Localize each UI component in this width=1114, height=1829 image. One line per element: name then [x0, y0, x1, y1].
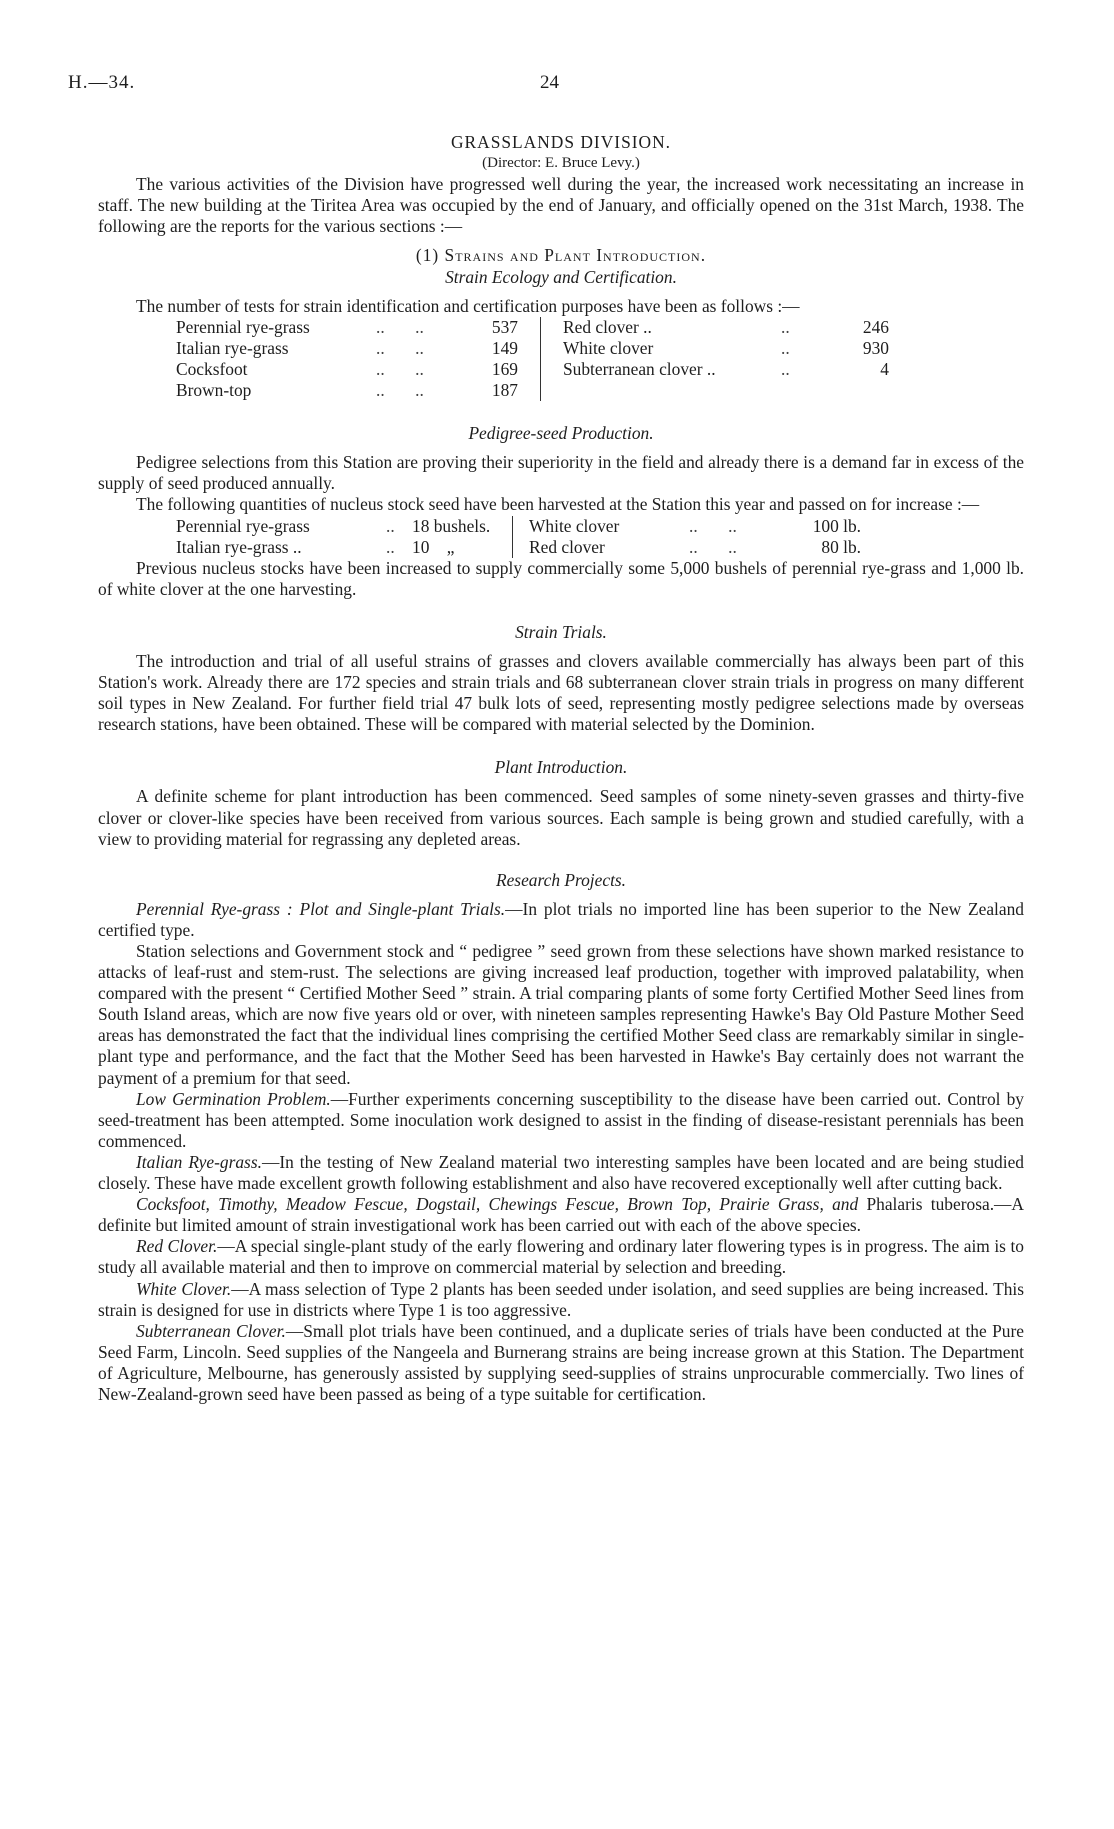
- table-cell: Italian rye-grass ..: [176, 536, 302, 557]
- table-cell: 4: [880, 358, 889, 379]
- lead-text: Red Clover.: [136, 1236, 218, 1257]
- table-cell: 100 lb.: [812, 515, 861, 536]
- research-paragraph-rye-grass: Perennial Rye-grass : Plot and Single-plant Trials.—In plot trials no imported line has been superior to the New Zealand certified type.: [98, 898, 1024, 940]
- table-cell: Subterranean clover ..: [563, 358, 716, 379]
- table-cell: Brown-top: [176, 380, 252, 401]
- lead-text: Cocksfoot, Timothy, Meadow Fescue, Dogstail, Chewings Fescue, Brown Top, Prairie Grass, and: [136, 1194, 859, 1215]
- document-code: H.—34.: [68, 72, 136, 93]
- research-paragraph-station: Station selections and Government stock and “ pedigree ” seed grown from these selections have shown marked resistance to attacks of leaf-rust and stem-rust. The selections are giving increased leaf production, together with improved palatability, when compared with the present “ Certified Mother Seed ” strain. A trial comparing plants of some forty Certified Mother Seed lines from South Island areas, which are now five years old or over, with nineteen samples representing Hawke's Bay Old Pasture Mother Seed areas has demonstrated the fact that the individual lines comprising the certified Mother Seed class are remarkably similar in single-plant type and performance, and the fact that the Mother Seed has been harvested in Hawke's Bay certainly does not warrant the payment of a premium for that seed.: [98, 941, 1024, 1088]
- pedigree-paragraph: Previous nucleus stocks have been increased to supply commercially some 5,000 bushels of perennial rye-grass and 1,000 lb. of white clover at the one harvesting.: [98, 557, 1024, 599]
- table-cell: 187: [491, 380, 518, 401]
- table-cell: 80 lb.: [821, 536, 861, 557]
- table-cell: White clover: [529, 515, 620, 536]
- section-title: (1) Strains and Plant Introduction.: [415, 245, 707, 266]
- research-paragraph-subterranean: Subterranean Clover.—Small plot trials have been continued, and a duplicate series of trials have been conducted at the Pure Seed Farm, Lincoln. Seed supplies of the Nangeela and Burnerang strains are being increase grown at this Station. The Department of Agriculture, Melbourne, has generously assisted by supplying seed-supplies of strains unprocurable commercially. Two lines of New-Zealand-grown seed have been passed as being of a type suitable for certification.: [98, 1320, 1024, 1404]
- table-cell: Red clover: [529, 536, 605, 557]
- table-cell: Red clover ..: [563, 316, 652, 337]
- table-row: Italian rye-grass .. .. 10 „ Red clover .. .. 80 lb.: [176, 536, 861, 557]
- lead-text: Subterranean Clover.: [136, 1320, 286, 1341]
- table-cell: [563, 380, 781, 401]
- table-cell: 18 bushels.: [412, 515, 491, 536]
- table-row: Perennial rye-grass .. 18 bushels. White clover .. .. 100 lb.: [176, 515, 861, 536]
- heading-pedigree-seed: Pedigree-seed Production.: [468, 423, 654, 444]
- table-cell: 246: [862, 316, 889, 337]
- table-cell: 149: [491, 337, 518, 358]
- table-row: Cocksfoot .. .. 169 Subterranean clover .. .. 4: [176, 358, 889, 379]
- table-cell: 10 „: [412, 536, 455, 557]
- pedigree-paragraph: The following quantities of nucleus stock seed have been harvested at the Station this year and passed on for increase :—: [136, 494, 980, 515]
- page-body: [98, 132, 1024, 1405]
- ecology-paragraph: The number of tests for strain identification and certification purposes have been as follows :—: [136, 295, 800, 316]
- tests-table: [176, 317, 889, 401]
- table-row: Italian rye-grass .. .. 149 White clover .. 930: [176, 337, 889, 358]
- intro-paragraph: The various activities of the Division have progressed well during the year, the increased work necessitating an increase in staff. The new building at the Tiritea Area was occupied by the end of January, and officially opened on the 31st March, 1938. The following are the reports for the various sections :—: [98, 174, 1024, 237]
- seed-table: [176, 516, 861, 558]
- page-number: 24: [540, 72, 559, 93]
- research-paragraph-white-clover: White Clover.—A mass selection of Type 2 plants has been seeded under isolation, and seed supplies are being increased. This strain is designed for use in districts where Type 1 is too aggressive.: [98, 1278, 1024, 1320]
- lead-text: White Clover.: [136, 1278, 232, 1299]
- table-cell: White clover: [563, 337, 654, 358]
- table-cell: 169: [491, 358, 518, 379]
- research-paragraph-red-clover: Red Clover.—A special single-plant study of the early flowering and ordinary later flowering types is in progress. The aim is to study all available material and then to improve on commercial material by selection and breeding.: [98, 1236, 1024, 1278]
- table-cell: Italian rye-grass: [176, 337, 289, 358]
- table-cell: 537: [491, 316, 518, 337]
- table-row: Perennial rye-grass .. .. 537 Red clover .. .. 246: [176, 316, 889, 337]
- table-cell: [831, 380, 889, 401]
- table-cell: Perennial rye-grass: [176, 316, 310, 337]
- research-paragraph-cocksfoot: Cocksfoot, Timothy, Meadow Fescue, Dogstail, Chewings Fescue, Brown Top, Prairie Grass, and Phalaris tuberosa.—A definite but limited amount of strain investigational work has been carried out with each of the above species.: [98, 1194, 1024, 1236]
- table-row: Brown-top .. .. 187: [176, 380, 889, 401]
- lead-text: Italian Rye-grass.: [136, 1151, 262, 1172]
- heading-research-projects: Research Projects.: [495, 869, 627, 890]
- lead-text: Perennial Rye-grass : Plot and Single-plant Trials.: [136, 898, 506, 919]
- heading-strain-ecology: Strain Ecology and Certification.: [445, 266, 677, 287]
- plant-introduction-paragraph: A definite scheme for plant introduction has been commenced. Seed samples of some ninety-seven grasses and thirty-five clover or clover-like species have been received from various sources. Each sample is being grown and studied carefully, with a view to providing material for regrassing any depleted areas.: [98, 786, 1024, 849]
- table-cell: Perennial rye-grass: [176, 515, 310, 536]
- division-title: GRASSLANDS DIVISION.: [450, 132, 671, 152]
- research-paragraph-low-germination: Low Germination Problem.—Further experiments concerning susceptibility to the disease have been carried out. Control by seed-treatment has been attempted. Some inoculation work designed to assist in the finding of disease-resistant perennials has been commenced.: [98, 1088, 1025, 1151]
- heading-strain-trials: Strain Trials.: [515, 621, 607, 642]
- lead-text: Low Germination Problem.: [136, 1088, 331, 1109]
- heading-plant-introduction: Plant Introduction.: [494, 757, 628, 778]
- director-line: (Director: E. Bruce Levy.): [482, 155, 640, 172]
- table-cell: Cocksfoot: [176, 358, 248, 379]
- strain-trials-paragraph: The introduction and trial of all useful strains of grasses and clovers available commercially has always been part of this Station's work. Already there are 172 species and strain trials and 68 subterranean clover strain trials in progress on many different soil types in New Zealand. For further field trial 47 bulk lots of seed, representing mostly pedigree selections made by overseas research stations, have been obtained. These will be compared with material selected by the Dominion.: [98, 650, 1024, 735]
- pedigree-paragraph: Pedigree selections from this Station are proving their superiority in the field and already there is a demand far in excess of the supply of seed produced annually.: [98, 452, 1024, 494]
- table-cell: 930: [862, 337, 889, 358]
- research-paragraph-italian: Italian Rye-grass.—In the testing of New Zealand material two interesting samples have been located and are being studied closely. These have made excellent growth following establishment and also have recovered exceptionally well after cutting back.: [98, 1151, 1024, 1194]
